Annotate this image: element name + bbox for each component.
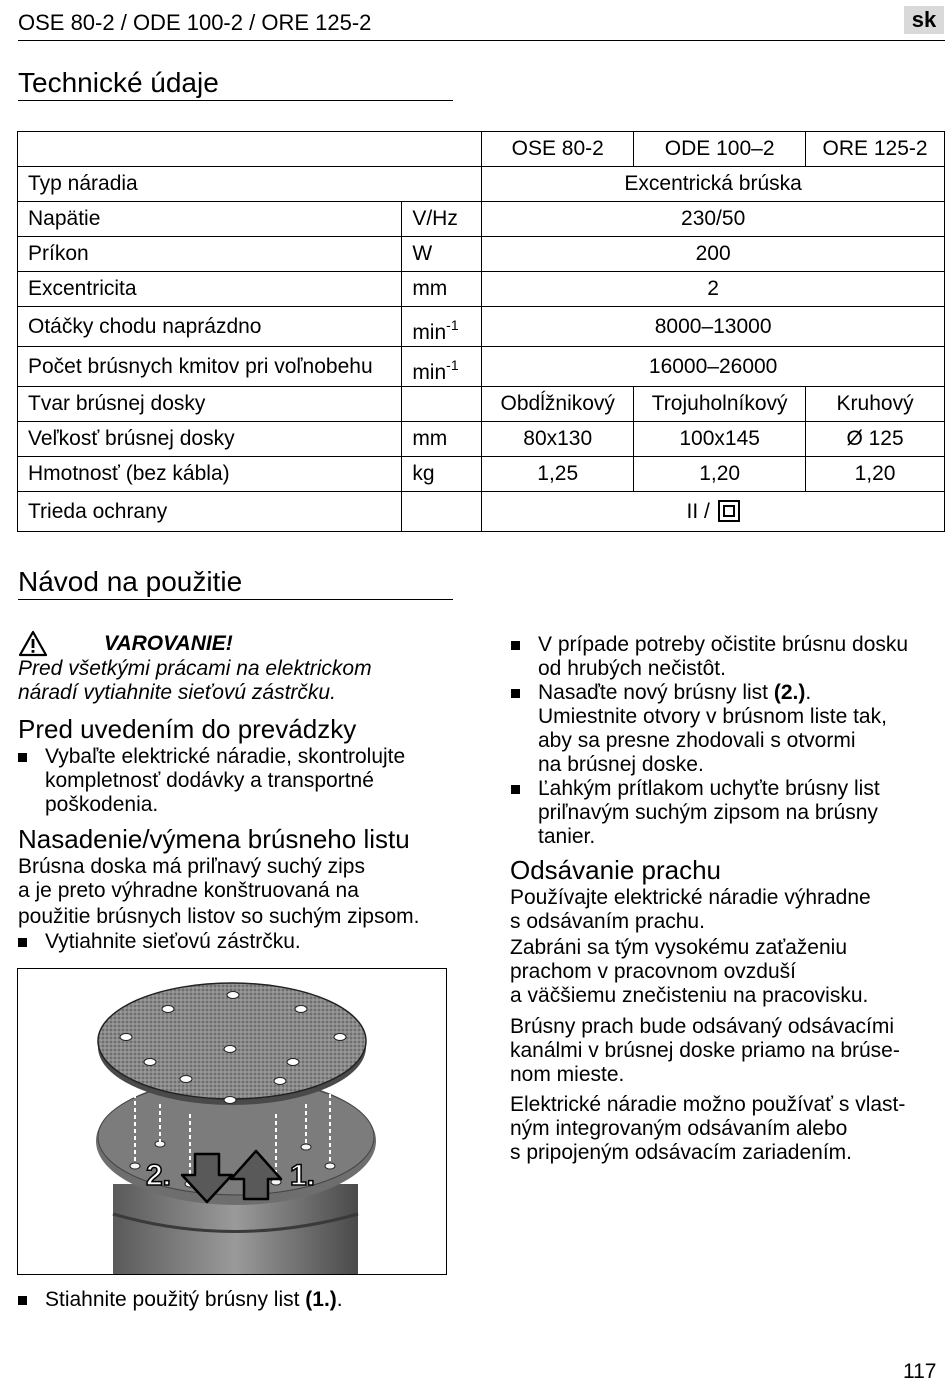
bullet-ref: (1.) xyxy=(305,1288,337,1311)
model-ore: ORE 125-2 xyxy=(806,132,945,167)
spec-unit: W xyxy=(402,237,482,272)
spec-value: 2 xyxy=(482,272,945,307)
unplug-bullet xyxy=(18,930,301,954)
bullet-line: Vybaľte elektrické náradie, skontrolujte xyxy=(45,745,406,768)
spec-row-power xyxy=(18,237,945,272)
spec-value: Excentrická brúska xyxy=(482,167,945,202)
bullet-marker xyxy=(18,938,27,947)
spec-unit-base: min xyxy=(412,360,447,384)
spec-value: 1,20 xyxy=(806,457,945,492)
sanding-pad-figure xyxy=(17,968,447,1275)
bullet-end: . xyxy=(805,681,812,704)
tech-data-title: Technické údaje xyxy=(18,67,219,98)
change-sheet-title: Nasadenie/výmena brúsneho listu xyxy=(18,824,410,854)
spec-row-type xyxy=(18,167,945,202)
bullet-line xyxy=(538,681,887,705)
dust-line: Brúsny prach bude odsávaný odsávacími xyxy=(510,1015,895,1038)
change-line-2: a je preto výhradne konštruovaná na xyxy=(18,879,359,902)
warning-line-2: náradí vytiahnite sieťovú zástrčku. xyxy=(18,681,336,704)
bullet-line: priľnavým suchým zipsom na brúsny xyxy=(538,801,878,824)
dust-paragraph-4 xyxy=(510,1093,905,1165)
spec-row-size xyxy=(18,422,945,457)
bullet-text: Stiahnite použitý brúsny list xyxy=(45,1288,306,1311)
bullet-line: aby sa presne zhodovali s otvormi xyxy=(538,729,856,752)
spec-label: Trieda ochrany xyxy=(18,492,402,532)
spec-label: Veľkosť brúsnej dosky xyxy=(18,422,402,457)
bullet-line: Ľahkým prítlakom uchyťte brúsny list xyxy=(538,777,880,800)
warning-triangle-icon xyxy=(18,630,48,657)
startup-bullet xyxy=(18,745,405,817)
spec-unit: mm xyxy=(402,422,482,457)
tech-data-title-rule xyxy=(18,100,453,101)
spec-label: Príkon xyxy=(18,237,402,272)
spec-value: Obdĺžnikový xyxy=(482,387,634,422)
document-header-title: OSE 80-2 / ODE 100-2 / ORE 125-2 xyxy=(18,10,372,35)
spec-label: Typ náradia xyxy=(18,167,482,202)
spec-unit: mm xyxy=(402,272,482,307)
dust-line: ným integrovaným odsávaním alebo xyxy=(510,1117,848,1140)
usage-title-rule xyxy=(18,599,453,600)
bullet-end: . xyxy=(336,1288,343,1311)
spec-unit-base: min xyxy=(412,320,447,344)
bullet-marker xyxy=(511,641,520,650)
dust-line: s pripojeným odsávacím zariadením. xyxy=(510,1141,852,1164)
language-badge: sk xyxy=(904,6,944,34)
protection-class-text: II / xyxy=(686,499,710,523)
spec-row-protection xyxy=(18,492,945,532)
bullet-line: od hrubých nečistôt. xyxy=(538,657,726,680)
dust-extraction-title: Odsávanie prachu xyxy=(510,855,722,885)
bullet-text: Nasaďte nový brúsny list xyxy=(538,681,774,704)
spec-label: Napätie xyxy=(18,202,402,237)
spec-label: Počet brúsnych kmitov pri voľnobehu xyxy=(18,347,402,387)
remove-sheet-bullet xyxy=(18,1288,343,1312)
spec-value: Ø 125 xyxy=(806,422,945,457)
bullet-line: poškodenia. xyxy=(45,793,159,816)
bullet-line xyxy=(45,1288,343,1312)
press-sheet-bullet xyxy=(511,777,880,849)
bullet-line: V prípade potreby očistite brúsnu dosku xyxy=(538,633,909,656)
spec-value: 230/50 xyxy=(482,202,945,237)
bullet-marker xyxy=(511,785,520,794)
spec-label: Otáčky chodu naprázdno xyxy=(18,307,402,347)
dust-line: Zabráni sa tým vysokému zaťaženiu xyxy=(510,936,848,959)
spec-value: 1,20 xyxy=(634,457,806,492)
page-number: 117 xyxy=(903,1360,937,1383)
dust-line: Elektrické náradie možno používať s vlast- xyxy=(510,1093,906,1116)
spec-row-voltage xyxy=(18,202,945,237)
bullet-line: kompletnosť dodávky a transportné xyxy=(45,769,374,792)
spec-header-blank xyxy=(18,132,482,167)
bullet-line: tanier. xyxy=(538,825,596,848)
spec-label: Excentricita xyxy=(18,272,402,307)
clean-pad-bullet xyxy=(511,633,908,681)
spec-value: Kruhový xyxy=(806,387,945,422)
spec-unit xyxy=(402,387,482,422)
dust-line: s odsávaním prachu. xyxy=(510,910,705,933)
model-ode: ODE 100–2 xyxy=(634,132,806,167)
bullet-marker xyxy=(18,753,27,762)
usage-title: Návod na použitie xyxy=(18,566,243,597)
spec-value: Trojuholníkový xyxy=(634,387,806,422)
warning-title: VAROVANIE! xyxy=(104,632,233,655)
spec-header-row xyxy=(18,132,945,167)
dust-paragraph-3 xyxy=(510,1015,900,1087)
spec-row-weight xyxy=(18,457,945,492)
header-rule xyxy=(18,40,945,41)
spec-value: 16000–26000 xyxy=(482,347,945,387)
dust-line: kanálmi v brúsnej doske priamo na brúse- xyxy=(510,1039,900,1062)
spec-value xyxy=(482,492,945,532)
spec-row-speed xyxy=(18,307,945,347)
bullet-marker xyxy=(18,1296,27,1305)
change-line-1: Brúsna doska má priľnavý suchý zips xyxy=(18,855,365,878)
model-ose: OSE 80-2 xyxy=(482,132,634,167)
bullet-line: Umiestnite otvory v brúsnom liste tak, xyxy=(538,705,887,728)
figure-label-2: 2. xyxy=(146,1159,172,1192)
figure-label-1: 1. xyxy=(290,1159,316,1192)
bullet-marker xyxy=(511,689,520,698)
spec-unit-exponent: -1 xyxy=(446,356,459,373)
bullet-line: na brúsnej doske. xyxy=(538,753,704,776)
spec-row-eccentricity xyxy=(18,272,945,307)
spec-value: 100x145 xyxy=(634,422,806,457)
spec-value: 200 xyxy=(482,237,945,272)
spec-label: Hmotnosť (bez kábla) xyxy=(18,457,402,492)
dust-paragraph-2 xyxy=(510,936,868,1008)
attach-sheet-bullet xyxy=(511,681,887,777)
warning-line-1: Pred všetkými prácami na elektrickom xyxy=(18,657,372,680)
change-line-3: použitie brúsnych listov so suchým zipsom. xyxy=(18,905,420,928)
spec-row-oscillations xyxy=(18,347,945,387)
startup-title: Pred uvedením do prevádzky xyxy=(18,714,357,744)
spec-unit xyxy=(402,347,482,387)
spec-unit: kg xyxy=(402,457,482,492)
spec-value: 1,25 xyxy=(482,457,634,492)
spec-unit: V/Hz xyxy=(402,202,482,237)
spec-value: 80x130 xyxy=(482,422,634,457)
spec-label: Tvar brúsnej dosky xyxy=(18,387,402,422)
spec-table xyxy=(17,131,945,532)
spec-unit-exponent: -1 xyxy=(446,316,459,333)
spec-unit xyxy=(402,307,482,347)
dust-line: a väčšiemu znečisteniu na pracovisku. xyxy=(510,984,869,1007)
dust-line: prachom v pracovnom ovzduší xyxy=(510,960,796,983)
spec-unit xyxy=(402,492,482,532)
sanding-pad-illustration xyxy=(18,969,446,1274)
bullet-ref: (2.) xyxy=(773,681,806,704)
spec-row-shape xyxy=(18,387,945,422)
spec-value: 8000–13000 xyxy=(482,307,945,347)
double-insulation-icon xyxy=(718,500,740,522)
dust-line: Používajte elektrické náradie výhradne xyxy=(510,886,871,909)
bullet-line: Vytiahnite sieťovú zástrčku. xyxy=(45,930,301,953)
dust-paragraph-1 xyxy=(510,886,871,934)
dust-line: nom mieste. xyxy=(510,1063,625,1086)
